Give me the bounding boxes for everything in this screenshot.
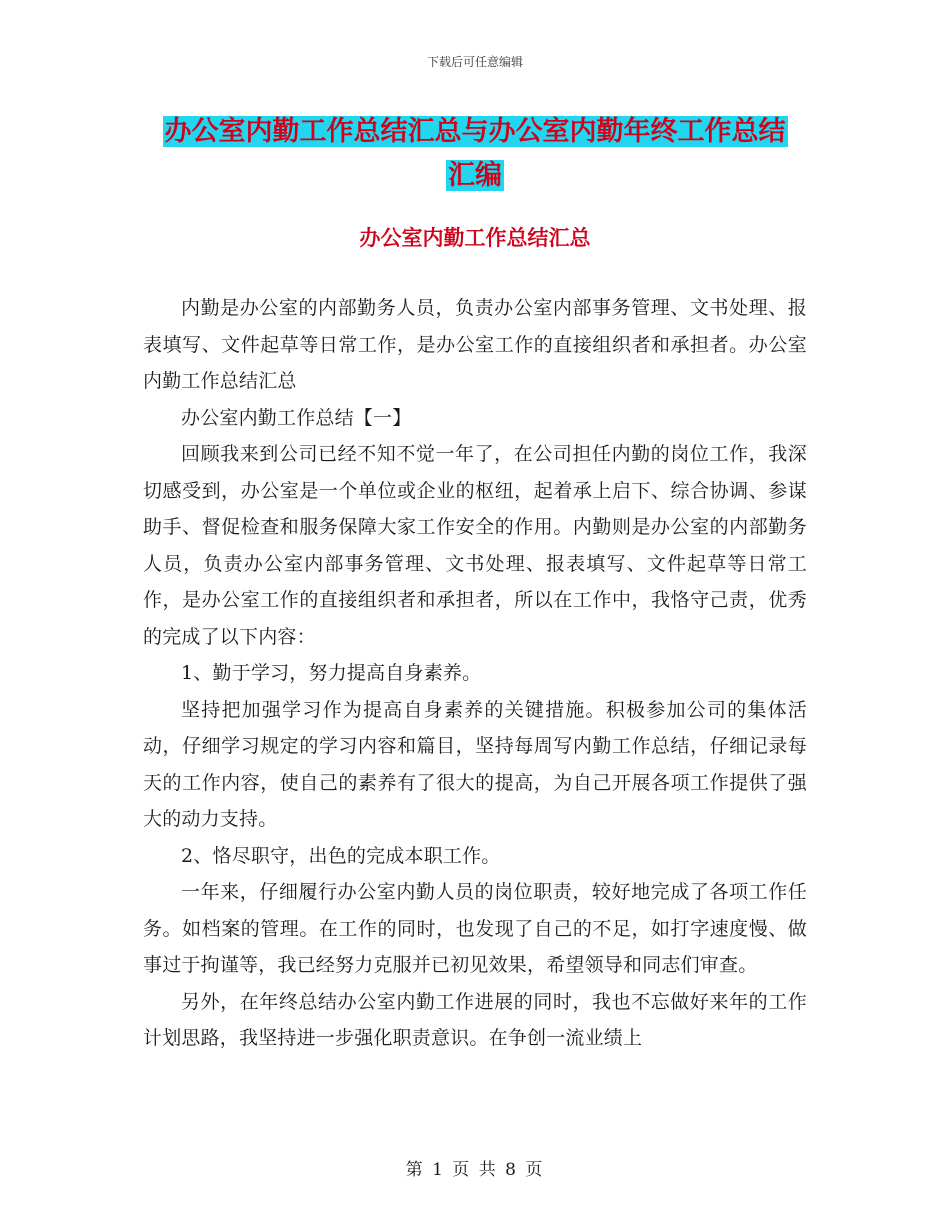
document-title-line-2: 汇编 [448, 160, 502, 191]
paragraph: 内勤是办公室的内部勤务人员，负责办公室内部事务管理、文书处理、报表填写、文件起草等日常工作，是办公室工作的直接组织者和承担者。办公室内勤工作总结汇总 [143, 297, 807, 392]
section-title: 办公室内勤工作总结汇总 [359, 226, 591, 250]
paragraph: 回顾我来到公司已经不知不觉一年了，在公司担任内勤的岗位工作，我深切感受到，办公室是一个单位或企业的枢纽，起着承上启下、综合协调、参谋助手、督促检查和服务保障大家工作安全的作用。内勤则是办公室的内部勤务人员，负责办公室内部事务管理、文书处理、报表填写、文件起草等日常工作，是办公室工作的直接组织者和承担者，所以在工作中，我恪守己责，优秀的完成了以下内容： [143, 443, 807, 648]
paragraph: 2、恪尽职守，出色的完成本职工作。 [181, 844, 501, 867]
document-title [140, 110, 810, 198]
document-title-line-1: 办公室内勤工作总结汇总与办公室内勤年终工作总结 [164, 116, 786, 147]
header-note: 下载后可任意编辑 [426, 55, 523, 69]
paragraph: 一年来，仔细履行办公室内勤人员的岗位职责，较好地完成了各项工作任务。如档案的管理。在工作的同时，也发现了自己的不足，如打字速度慢、做事过于拘谨等，我已经努力克服并已初见效果，希望领导和同志们审查。 [143, 881, 807, 976]
paragraph: 坚持把加强学习作为提高自身素养的关键措施。积极参加公司的集体活动，仔细学习规定的学习内容和篇目，坚持每周写内勤工作总结，仔细记录每天的工作内容，使自己的素养有了很大的提高，为自己开展各项工作提供了强大的动力支持。 [143, 698, 807, 830]
paragraph: 办公室内勤工作总结【一】 [181, 406, 412, 429]
paragraph: 另外，在年终总结办公室内勤工作进展的同时，我也不忘做好来年的工作计划思路，我坚持进一步强化职责意识。在争创一流业绩上 [143, 990, 807, 1049]
page-footer: 第 1 页 共 8 页 [405, 1160, 545, 1180]
paragraph: 1、勤于学习，努力提高自身素养。 [181, 662, 482, 684]
body-text [143, 290, 807, 1057]
